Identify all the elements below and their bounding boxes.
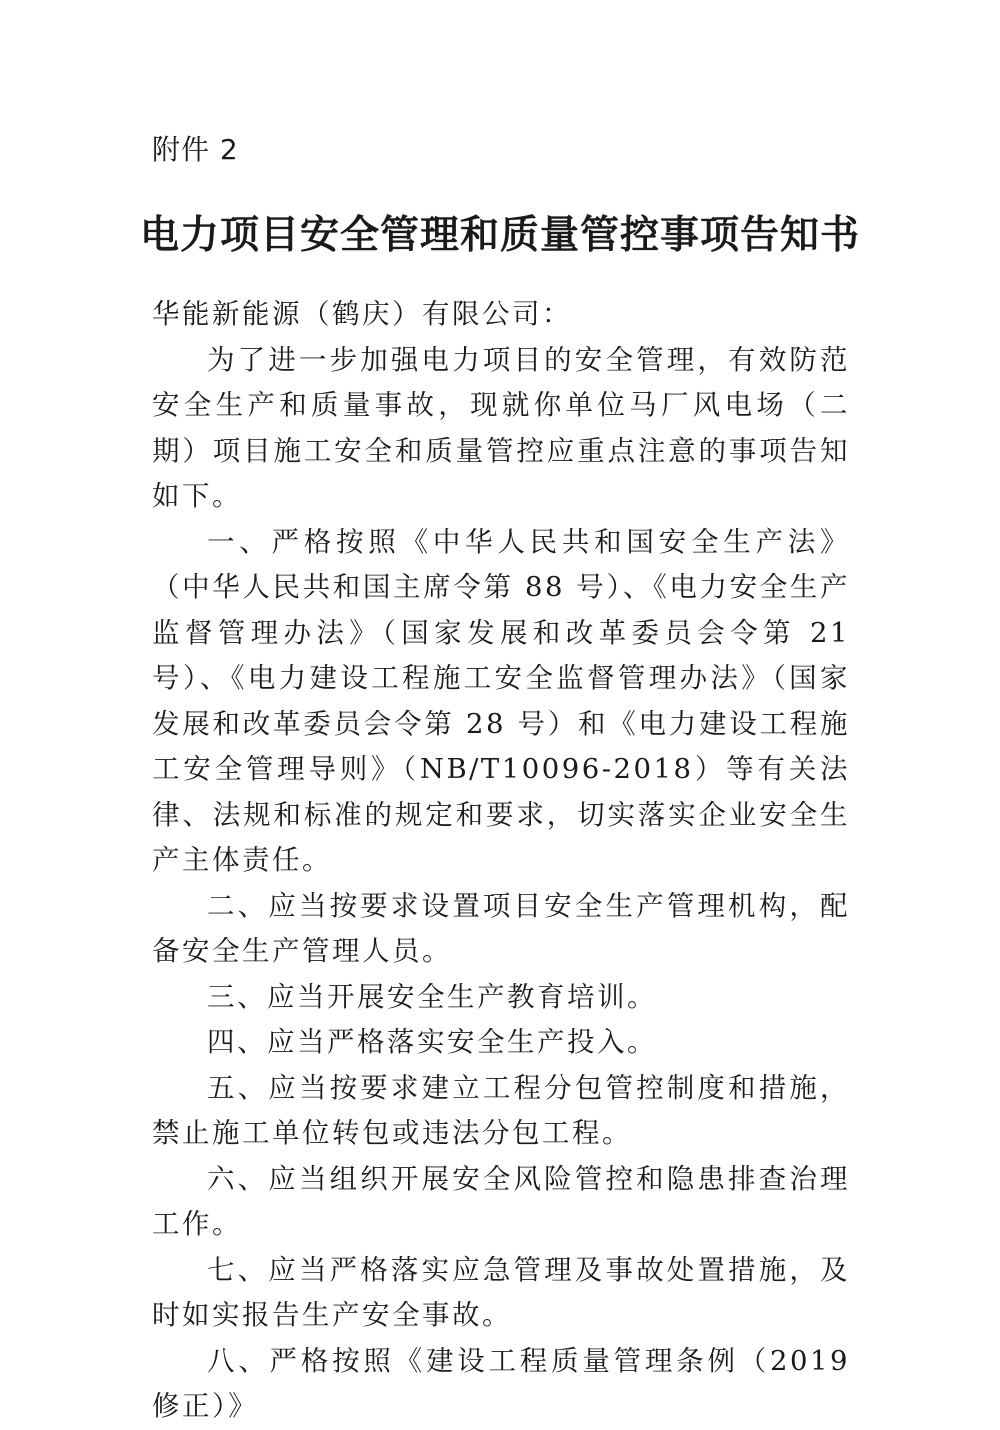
salutation: 华能新能源（鹤庆）有限公司： [152,298,572,330]
paragraph-item-3: 三、应当开展安全生产教育培训。 [207,980,657,1013]
paragraph-item-1: 一、严格按照《中华人民共和国安全生产法》（中华人民共和国主席令第 88 号）、《电力安全生产监督管理办法》（国家发展和改革委员会令第 21 号）、《电力建设工程施工安全监督管理办法》（国家发展和改革委员会令第 28 号）和《电力建设工程施工安全管理导则》（NB/T10096-2018）等有关法律、法规和标准的规定和要求，切实落实企业安全生产主体责任。 [152,525,850,876]
paragraph-item-2: 二、应当按要求设置项目安全生产管理机构，配备安全生产管理人员。 [152,889,850,967]
paragraph-item-7: 七、应当严格落实应急管理及事故处置措施，及时如实报告生产安全事故。 [152,1253,850,1331]
attachment-label: 附件 2 [152,133,239,166]
document-title: 电力项目安全管理和质量管控事项告知书 [139,212,860,258]
paragraph-item-4: 四、应当严格落实安全生产投入。 [207,1026,657,1058]
document-body [152,292,850,1430]
paragraph-item-6: 六、应当组织开展安全风险管控和隐患排查治理工作。 [152,1162,850,1240]
paragraph-item-5: 五、应当按要求建立工程分包管控制度和措施，禁止施工单位转包或违法分包工程。 [152,1071,850,1149]
paragraph-item-8: 八、严格按照《建设工程质量管理条例（2019 修正）》 [152,1344,850,1422]
paragraph-intro: 为了进一步加强电力项目的安全管理，有效防范安全生产和质量事故，现就你单位马厂风电场（二期）项目施工安全和质量管控应重点注意的事项告知如下。 [152,343,850,512]
